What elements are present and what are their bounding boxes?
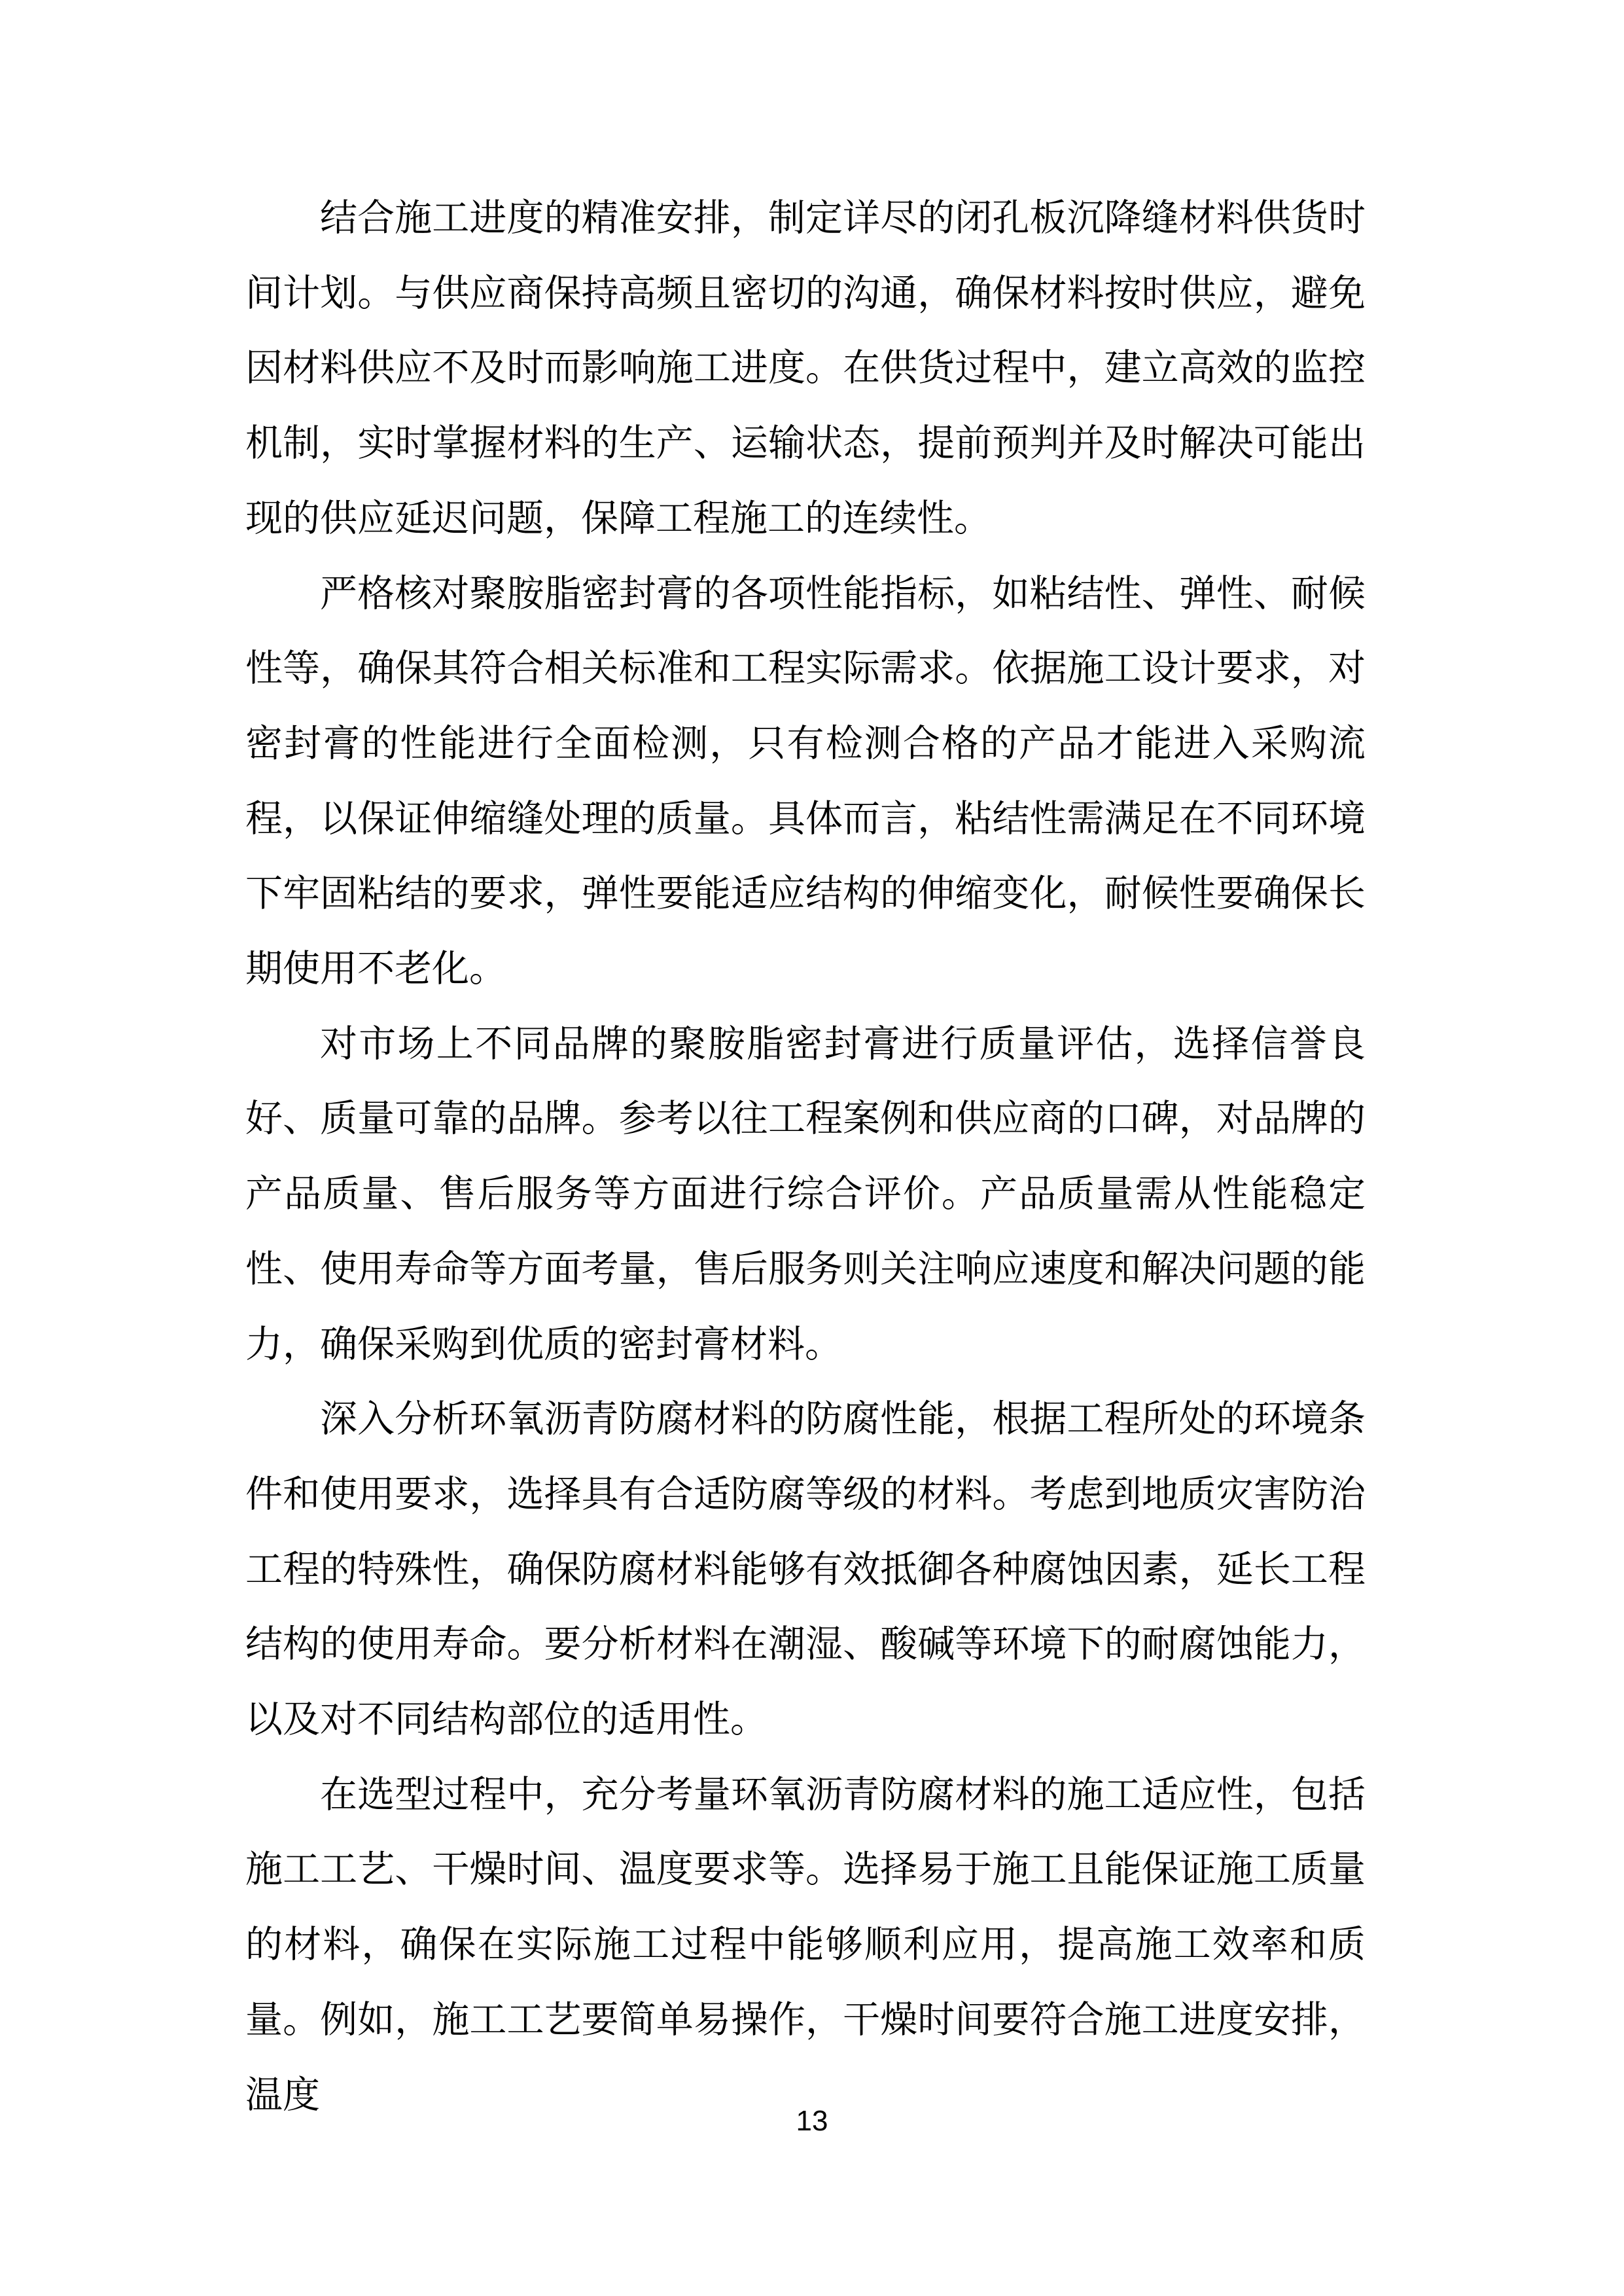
paragraph-3: 对市场上不同品牌的聚胺脂密封膏进行质量评估，选择信誉良好、质量可靠的品牌。参考以往工程案例和供应商的口碑，对品牌的产品质量、售后服务等方面进行综合评价。产品质量需从性能稳定性、使用寿命等方面考量，售后服务则关注响应速度和解决问题的能力，确保采购到优质的密封膏材料。	[245, 1023, 1366, 1365]
text-block	[245, 181, 1366, 2133]
paragraph-5: 在选型过程中，充分考量环氧沥青防腐材料的施工适应性，包括施工工艺、干燥时间、温度要求等。选择易于施工且能保证施工质量的材料，确保在实际施工过程中能够顺利应用，提高施工效率和质量。例如，施工工艺要简单易操作，干燥时间要符合施工进度安排，温度	[245, 1774, 1366, 2116]
paragraph-2: 严格核对聚胺脂密封膏的各项性能指标，如粘结性、弹性、耐候性等，确保其符合相关标准和工程实际需求。依据施工设计要求，对密封膏的性能进行全面检测，只有检测合格的产品才能进入采购流程，以保证伸缩缝处理的质量。具体而言，粘结性需满足在不同环境下牢固粘结的要求，弹性要能适应结构的伸缩变化，耐候性要确保长期使用不老化。	[245, 573, 1366, 990]
page-number: 13	[796, 2105, 828, 2137]
paragraph-1: 结合施工进度的精准安排，制定详尽的闭孔板沉降缝材料供货时间计划。与供应商保持高频且密切的沟通，确保材料按时供应，避免因材料供应不及时而影响施工进度。在供货过程中，建立高效的监控机制，实时掌握材料的生产、运输状态，提前预判并及时解决可能出现的供应延迟问题，保障工程施工的连续性。	[245, 198, 1366, 539]
paragraph-4: 深入分析环氧沥青防腐材料的防腐性能，根据工程所处的环境条件和使用要求，选择具有合适防腐等级的材料。考虑到地质灾害防治工程的特殊性，确保防腐材料能够有效抵御各种腐蚀因素，延长工程结构的使用寿命。要分析材料在潮湿、酸碱等环境下的耐腐蚀能力，以及对不同结构部位的适用性。	[245, 1399, 1366, 1741]
